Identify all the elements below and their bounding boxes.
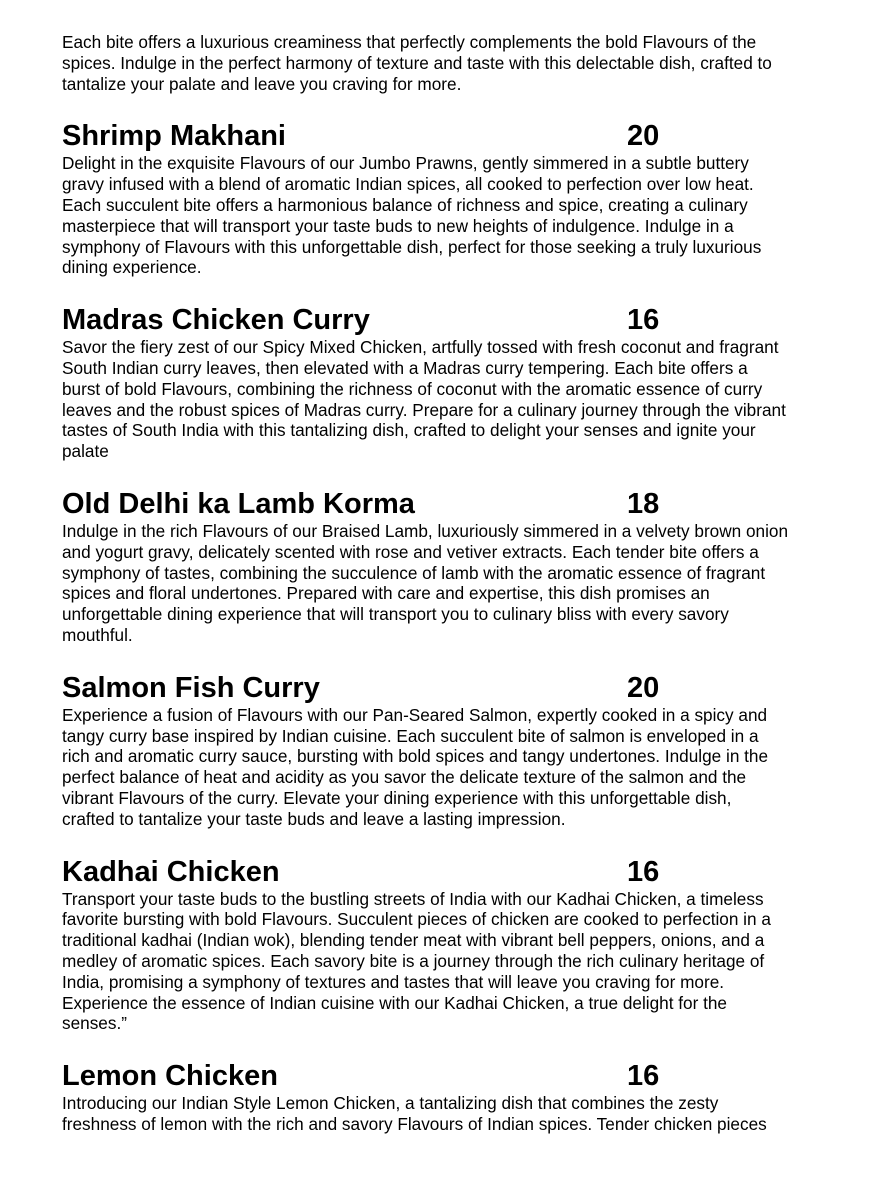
- dish-price: 16: [627, 304, 660, 337]
- intro-paragraph: Each bite offers a luxurious creaminess that perfectly complements the bold Flavours of the spices. Indulge in the perfect harmony of texture and taste with this delectable dish, crafted to tantalize your palate and leave you craving for more.: [62, 32, 772, 94]
- menu-item-header: [62, 1059, 882, 1093]
- menu-item-shrimp-makhani: [62, 119, 882, 278]
- menu-page: [62, 32, 882, 1135]
- dish-price: 16: [627, 1060, 660, 1093]
- dish-description: Indulge in the rich Flavours of our Braised Lamb, luxuriously simmered in a velvety brown onion and yogurt gravy, delicately scented with rose and vetiver extracts. Each tender bite offers a symphony of tastes, combining the succulence of lamb with the aromatic essence of fragrant spices and floral undertones. Prepared with care and expertise, this dish promises an unforgettable dining experience that will transport you to culinary bliss with every savory mouthful.: [62, 520, 789, 645]
- dish-description: Delight in the exquisite Flavours of our Jumbo Prawns, gently simmered in a subtle buttery gravy infused with a blend of aromatic Indian spices, all cooked to perfection over low heat. Each succulent bite offers a harmonious balance of richness and spice, creating a culinary masterpiece that will transport your taste buds to new heights of indulgence. Indulge in a symphony of Flavours with this unforgettable dish, perfect for those seeking a truly luxurious dining experience.: [62, 153, 762, 278]
- dish-name: Kadhai Chicken: [62, 855, 280, 888]
- dish-description: Experience a fusion of Flavours with our Pan-Seared Salmon, expertly cooked in a spicy and tangy curry base inspired by Indian cuisine. Each succulent bite of salmon is enveloped in a rich and aromatic curry sauce, bursting with bold spices and tangy undertones. Indulge in the perfect balance of heat and acidity as you savor the delicate texture of the salmon and the vibrant Flavours of the curry. Elevate your dining experience with this unforgettable dish, crafted to tantalize your taste buds and leave a lasting impression.: [62, 704, 769, 829]
- dish-description: Introducing our Indian Style Lemon Chicken, a tantalizing dish that combines the zesty freshness of lemon with the rich and savory Flavours of Indian spices. Tender chicken pieces: [62, 1093, 767, 1134]
- menu-item-salmon-fish-curry: [62, 671, 882, 830]
- menu-item-madras-chicken-curry: [62, 303, 882, 462]
- dish-name: Old Delhi ka Lamb Korma: [62, 487, 415, 520]
- dish-description: Transport your taste buds to the bustling streets of India with our Kadhai Chicken, a timeless favorite bursting with bold Flavours. Succulent pieces of chicken are cooked to perfection in a traditional kadhai (Indian wok), blending tender meat with vibrant bell peppers, onions, and a medley of aromatic spices. Each savory bite is a journey through the rich culinary heritage of India, promising a symphony of textures and tastes that will leave you craving for more. Experience the essence of Indian cuisine with our Kadhai Chicken, a true delight for the senses.”: [62, 888, 771, 1034]
- dish-name: Salmon Fish Curry: [62, 671, 320, 704]
- menu-item-kadhai-chicken: [62, 855, 882, 1035]
- dish-description: Savor the fiery zest of our Spicy Mixed Chicken, artfully tossed with fresh coconut and fragrant South Indian curry leaves, then elevated with a Madras curry tempering. Each bite offers a burst of bold Flavours, combining the richness of coconut with the aromatic essence of curry leaves and the robust spices of Madras curry. Prepare for a culinary journey through the vibrant tastes of South India with this tantalizing dish, crafted to delight your senses and ignite your palate: [62, 337, 786, 462]
- dish-name: Madras Chicken Curry: [62, 304, 370, 337]
- menu-item-header: [62, 487, 882, 521]
- menu-item-header: [62, 671, 882, 705]
- dish-price: 18: [627, 487, 660, 520]
- dish-price: 20: [627, 120, 660, 153]
- dish-name: Lemon Chicken: [62, 1060, 278, 1093]
- menu-item-lamb-korma: [62, 487, 882, 646]
- menu-item-header: [62, 119, 882, 153]
- dish-price: 20: [627, 671, 660, 704]
- dish-name: Shrimp Makhani: [62, 120, 286, 153]
- dish-price: 16: [627, 855, 660, 888]
- menu-item-header: [62, 855, 882, 889]
- menu-item-header: [62, 303, 882, 337]
- menu-item-lemon-chicken: [62, 1059, 882, 1135]
